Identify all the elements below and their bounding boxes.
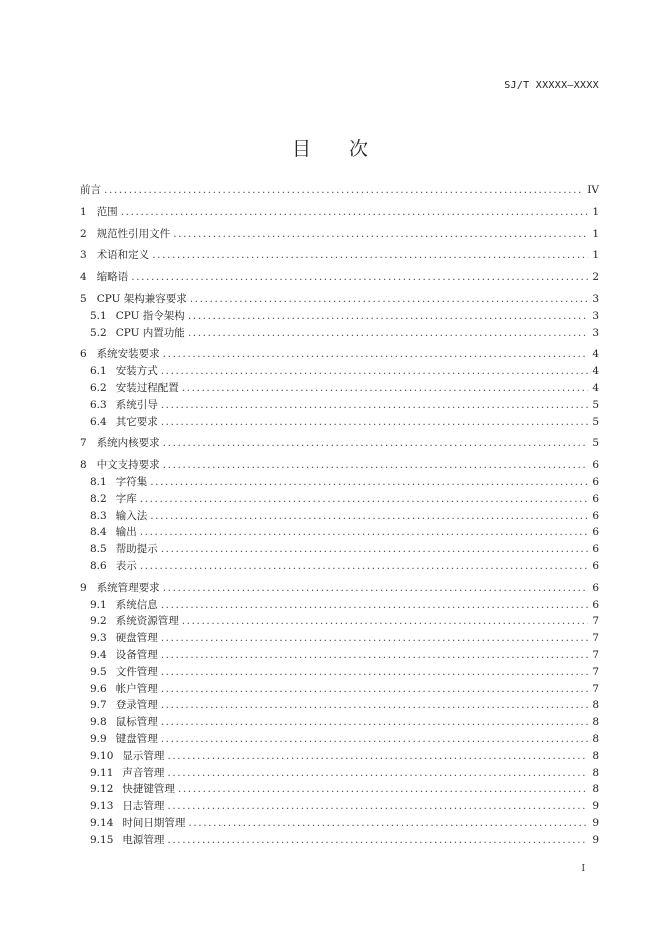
toc-entry-title: 系统信息 <box>115 598 158 611</box>
toc-entry-page: 1 <box>592 205 599 218</box>
toc-subentry[interactable] <box>80 491 599 508</box>
toc-leader-dots <box>163 457 588 474</box>
toc-subentry[interactable] <box>80 798 599 815</box>
toc-subentry[interactable] <box>80 414 599 431</box>
toc-entry-number: 9.6 <box>90 682 107 695</box>
toc-subentry[interactable] <box>80 558 599 575</box>
toc-subentry[interactable] <box>80 731 599 748</box>
toc-entry-number: 9.10 <box>90 749 114 762</box>
toc-entry-page: 4 <box>592 381 599 394</box>
toc-entry-page: 5 <box>592 437 599 450</box>
toc-entry-page: 3 <box>592 326 599 339</box>
toc-entry-page: 9 <box>592 833 599 846</box>
toc-subentry[interactable] <box>80 597 599 614</box>
toc-subentry[interactable] <box>80 630 599 647</box>
toc-entry[interactable] <box>80 346 599 363</box>
toc-subentry[interactable] <box>80 664 599 681</box>
toc-subentry[interactable] <box>80 524 599 541</box>
toc-subentry[interactable] <box>80 613 599 630</box>
toc-entry-number: 6.3 <box>90 398 107 411</box>
toc-leader-dots <box>140 524 588 541</box>
toc-leader-dots <box>173 226 588 243</box>
toc-entry[interactable] <box>80 291 599 308</box>
toc-entry-number: 4 <box>80 271 87 284</box>
toc-entry-title: 输入法 <box>115 509 148 522</box>
toc-entry-page: 6 <box>592 492 599 505</box>
toc-subentry[interactable] <box>80 781 599 798</box>
toc-entry-page: 2 <box>592 271 599 284</box>
toc-entry-title: 设备管理 <box>115 648 158 661</box>
toc-entry-title: CPU 架构兼容要求 <box>96 292 187 305</box>
toc-entry-number: 9.14 <box>90 816 114 829</box>
toc-leader-dots <box>131 269 588 286</box>
toc-entry-title: 鼠标管理 <box>115 716 158 729</box>
toc-leader-dots <box>161 697 588 714</box>
toc-entry-page: 6 <box>592 581 599 594</box>
toc-entry-title: 术语和定义 <box>96 249 150 262</box>
toc-entry-title: 电源管理 <box>122 833 165 846</box>
toc-entry-page: 7 <box>592 648 599 661</box>
toc-title-right: 次 <box>349 138 371 160</box>
toc-entry-title: 字库 <box>115 492 137 505</box>
toc-entry-page: 6 <box>592 598 599 611</box>
toc-entry-number: 9.9 <box>90 732 107 745</box>
toc-subentry[interactable] <box>80 541 599 558</box>
toc-subentry[interactable] <box>80 397 599 414</box>
toc-entry-page: 3 <box>592 292 599 305</box>
toc-entry-title: 其它要求 <box>115 415 158 428</box>
toc-subentry[interactable] <box>80 748 599 765</box>
toc-leader-dots <box>188 325 588 342</box>
toc-leader-dots <box>161 597 588 614</box>
toc-leader-dots <box>182 380 588 397</box>
toc-entry-title: 范围 <box>96 205 118 218</box>
toc-leader-dots <box>150 508 588 525</box>
toc-entry-page: 6 <box>592 559 599 572</box>
toc-leader-dots <box>161 664 588 681</box>
toc-entry-page: 7 <box>592 632 599 645</box>
toc-entry-number: 6 <box>80 348 87 361</box>
toc-leader-dots <box>140 491 588 508</box>
toc-entry-number: 8.4 <box>90 526 107 539</box>
toc-subentry[interactable] <box>80 832 599 849</box>
toc-title <box>0 134 662 161</box>
toc-entry-number: 5.2 <box>90 326 107 339</box>
toc-entry-title: 时间日期管理 <box>122 816 186 829</box>
toc-entry-page: 8 <box>592 766 599 779</box>
toc-entry-title: 系统资源管理 <box>115 615 179 628</box>
toc-entry-number: 8.3 <box>90 509 107 522</box>
toc-entry-title: CPU 内置功能 <box>115 326 185 339</box>
toc-subentry[interactable] <box>80 765 599 782</box>
toc-entry-page: 8 <box>592 732 599 745</box>
toc-entry-number: 9.7 <box>90 699 107 712</box>
toc-leader-dots <box>161 541 588 558</box>
toc-entry-number: 7 <box>80 437 87 450</box>
toc-entry-title: 硬盘管理 <box>115 632 158 645</box>
toc-leader-dots <box>161 363 588 380</box>
toc-entry-number: 6.4 <box>90 415 107 428</box>
toc-entry-number: 6.2 <box>90 381 107 394</box>
toc-entry-number: 9.13 <box>90 800 114 813</box>
toc-leader-dots <box>152 247 588 264</box>
toc-entry-number: 9 <box>80 581 87 594</box>
toc-entry-title: 帮助提示 <box>115 543 158 556</box>
toc-entry-title: 输出 <box>115 526 137 539</box>
toc-entry-title: 字符集 <box>115 475 148 488</box>
toc-leader-dots <box>161 397 588 414</box>
toc-entry-title: 表示 <box>115 559 137 572</box>
toc-entry-title: 前言 <box>80 184 101 196</box>
toc-entry-title: 快捷键管理 <box>122 783 175 796</box>
toc-entry-number: 9.8 <box>90 716 107 729</box>
toc-entry-number: 9.5 <box>90 665 107 678</box>
toc-entry-number: 1 <box>80 205 87 218</box>
toc-entry[interactable] <box>80 457 599 474</box>
toc-entry-title: 系统引导 <box>115 398 158 411</box>
toc-leader-dots <box>163 580 588 597</box>
toc-entry-title: 中文支持要求 <box>96 459 160 472</box>
toc-leader-dots <box>121 204 588 221</box>
toc-entry-title: 系统安装要求 <box>96 348 160 361</box>
toc-entry-title: 系统管理要求 <box>96 581 160 594</box>
page-number: I <box>581 864 585 874</box>
toc-entry-number: 2 <box>80 227 87 240</box>
toc-entry-number: 8.6 <box>90 559 107 572</box>
document-code: SJ/T XXXXX—XXXX <box>504 80 599 91</box>
toc-leader-dots <box>167 748 588 765</box>
toc-entry-page: 9 <box>592 800 599 813</box>
toc-entry-number: 9.12 <box>90 783 114 796</box>
toc-entry-page: 7 <box>592 615 599 628</box>
toc-entry-number: 8.5 <box>90 543 107 556</box>
toc-entry-page: 5 <box>592 398 599 411</box>
toc-entry[interactable] <box>80 247 599 264</box>
toc-leader-dots <box>163 435 588 452</box>
toc-leader-dots <box>163 346 588 363</box>
toc-entry-page: 8 <box>592 699 599 712</box>
toc-entry-page: 4 <box>592 348 599 361</box>
toc-entry-title: 缩略语 <box>96 271 129 284</box>
toc-leader-dots <box>140 558 588 575</box>
toc-entry-number: 9.3 <box>90 632 107 645</box>
toc-entry-number: 3 <box>80 249 87 262</box>
toc-subentry[interactable] <box>80 697 599 714</box>
toc-leader-dots <box>150 474 588 491</box>
toc-leader-dots <box>104 182 584 199</box>
toc-entry-page: 6 <box>592 459 599 472</box>
toc-entry-page: 6 <box>592 526 599 539</box>
toc-entry-number: 5 <box>80 292 87 305</box>
toc-leader-dots <box>167 832 588 849</box>
toc-entry-title: 声音管理 <box>122 766 165 779</box>
toc-entry-page: 7 <box>592 665 599 678</box>
toc-entry-title: 文件管理 <box>115 665 158 678</box>
toc-entry-page: 5 <box>592 415 599 428</box>
toc-subentry[interactable] <box>80 714 599 731</box>
toc-entry-page: 1 <box>592 227 599 240</box>
toc-entry-page: 3 <box>592 309 599 322</box>
toc-entry-page: 4 <box>592 365 599 378</box>
toc-entry-number: 9.2 <box>90 615 107 628</box>
toc-subentry[interactable] <box>80 647 599 664</box>
toc-title-left: 目 <box>291 138 313 160</box>
toc-entry-title: CPU 指令架构 <box>115 309 185 322</box>
toc-leader-dots <box>161 714 588 731</box>
toc-subentry[interactable] <box>80 325 599 342</box>
toc-entry-number: 8 <box>80 459 87 472</box>
toc-entry-title: 帐户管理 <box>115 682 158 695</box>
toc-leader-dots <box>188 308 588 325</box>
toc-entry-page: 1 <box>592 249 599 262</box>
toc-entry-number: 9.11 <box>90 766 114 779</box>
toc-leader-dots <box>182 613 588 630</box>
toc-entry[interactable] <box>80 204 599 221</box>
toc-entry-title: 安装方式 <box>115 365 158 378</box>
toc-entry-page: 6 <box>592 475 599 488</box>
toc-entry-number: 9.1 <box>90 598 107 611</box>
toc-leader-dots <box>188 815 588 832</box>
toc-subentry[interactable] <box>80 815 599 832</box>
toc-subentry[interactable] <box>80 380 599 397</box>
toc-entry-title: 显示管理 <box>122 749 165 762</box>
toc-entry-page: 6 <box>592 543 599 556</box>
toc-entry-page: 7 <box>592 682 599 695</box>
toc-leader-dots <box>167 798 588 815</box>
toc-entry-page: 8 <box>592 749 599 762</box>
toc-entry-title: 安装过程配置 <box>115 381 179 394</box>
toc-entry[interactable] <box>80 226 599 243</box>
toc-leader-dots <box>178 781 588 798</box>
toc-leader-dots <box>161 647 588 664</box>
toc-leader-dots <box>167 765 588 782</box>
toc-entry-number: 8.1 <box>90 475 107 488</box>
toc-leader-dots <box>190 291 588 308</box>
toc-entry-title: 系统内核要求 <box>96 437 160 450</box>
toc-entry[interactable] <box>80 435 599 452</box>
toc-entry[interactable] <box>80 269 599 286</box>
toc-entry-page: 8 <box>592 783 599 796</box>
toc-entry-page: 6 <box>592 509 599 522</box>
toc-entry-number: 8.2 <box>90 492 107 505</box>
toc-entry-number: 9.4 <box>90 648 107 661</box>
toc-entry-title: 登录管理 <box>115 699 158 712</box>
toc-entry-title: 日志管理 <box>122 800 165 813</box>
toc-entry-number: 9.15 <box>90 833 114 846</box>
toc-entry-title: 规范性引用文件 <box>96 227 171 240</box>
toc-entry[interactable] <box>80 580 599 597</box>
toc-subentry[interactable] <box>80 308 599 325</box>
toc-entry-number: 5.1 <box>90 309 107 322</box>
toc-subentry[interactable] <box>80 681 599 698</box>
toc-subentry[interactable] <box>80 508 599 525</box>
toc-entry[interactable] <box>80 182 599 199</box>
toc-subentry[interactable] <box>80 474 599 491</box>
toc-leader-dots <box>161 681 588 698</box>
table-of-contents <box>80 182 599 848</box>
toc-entry-page: 9 <box>592 816 599 829</box>
toc-entry-page: IV <box>587 184 599 196</box>
toc-leader-dots <box>161 731 588 748</box>
toc-leader-dots <box>161 414 588 431</box>
toc-entry-page: 8 <box>592 716 599 729</box>
toc-entry-title: 键盘管理 <box>115 732 158 745</box>
toc-entry-number: 6.1 <box>90 365 107 378</box>
toc-leader-dots <box>161 630 588 647</box>
toc-subentry[interactable] <box>80 363 599 380</box>
